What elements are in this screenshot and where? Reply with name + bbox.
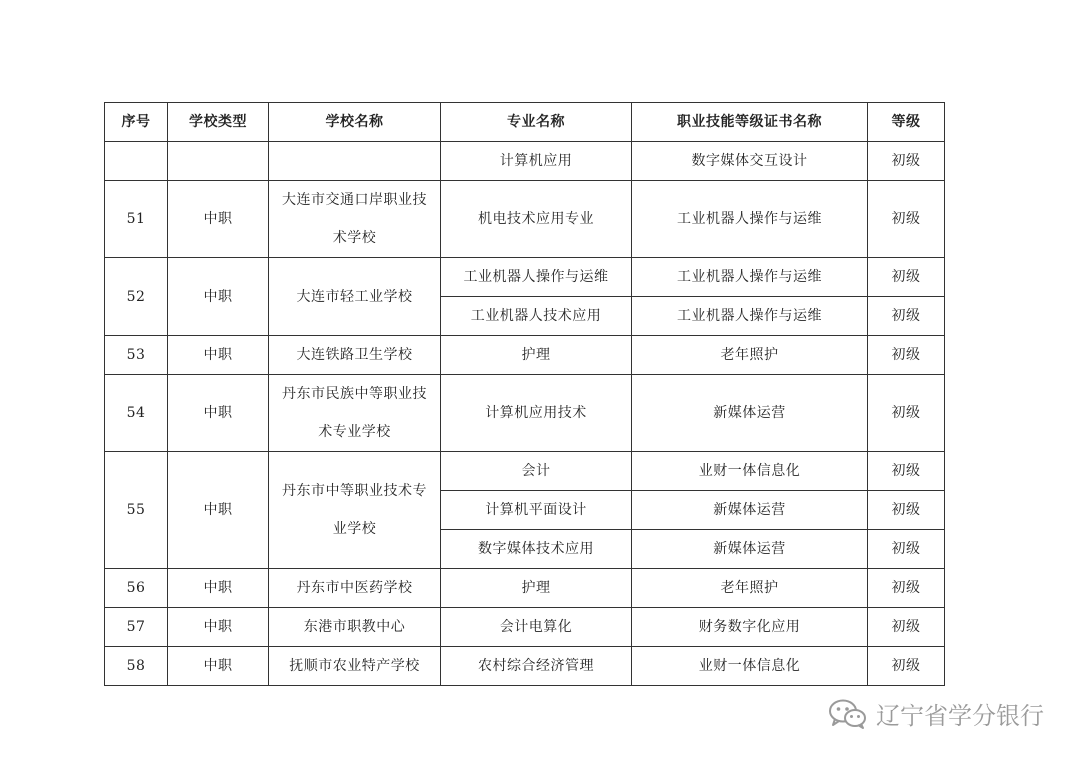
table-row	[105, 142, 945, 181]
row-major: 计算机应用	[441, 142, 632, 181]
row-certificate: 新媒体运营	[632, 491, 868, 530]
row-no: 51	[105, 181, 168, 258]
row-certificate: 财务数字化应用	[632, 608, 868, 647]
row-certificate: 老年照护	[632, 569, 868, 608]
row-school-name: 东港市职教中心	[269, 608, 441, 647]
row-major: 工业机器人技术应用	[441, 297, 632, 336]
row-school-name	[269, 375, 441, 452]
header-school-type: 学校类型	[168, 103, 269, 142]
row-school-name: 抚顺市农业特产学校	[269, 647, 441, 686]
school-name-line: 术专业学校	[318, 424, 391, 440]
row-level: 初级	[868, 608, 945, 647]
school-name-line: 丹东市民族中等职业技	[282, 386, 427, 402]
row-certificate: 数字媒体交互设计	[632, 142, 868, 181]
school-name-line: 丹东市中等职业技术专	[282, 483, 427, 499]
row-level: 初级	[868, 452, 945, 491]
row-level: 初级	[868, 297, 945, 336]
row-major: 护理	[441, 569, 632, 608]
row-major: 农村综合经济管理	[441, 647, 632, 686]
row-certificate: 工业机器人操作与运维	[632, 258, 868, 297]
row-level: 初级	[868, 181, 945, 258]
row-school-name: 大连铁路卫生学校	[269, 336, 441, 375]
row-major: 工业机器人操作与运维	[441, 258, 632, 297]
row-major: 计算机平面设计	[441, 491, 632, 530]
row-school-type: 中职	[168, 608, 269, 647]
header-major-name: 专业名称	[441, 103, 632, 142]
row-major: 计算机应用技术	[441, 375, 632, 452]
row-certificate: 新媒体运营	[632, 375, 868, 452]
header-no: 序号	[105, 103, 168, 142]
row-major: 护理	[441, 336, 632, 375]
header-certificate-name: 职业技能等级证书名称	[632, 103, 868, 142]
row-school-type: 中职	[168, 336, 269, 375]
row-certificate: 业财一体信息化	[632, 452, 868, 491]
school-name-line: 大连市交通口岸职业技	[282, 192, 427, 208]
row-level: 初级	[868, 491, 945, 530]
row-certificate: 老年照护	[632, 336, 868, 375]
table-row	[105, 375, 945, 452]
row-school-type	[168, 142, 269, 181]
row-no	[105, 142, 168, 181]
row-major: 数字媒体技术应用	[441, 530, 632, 569]
row-certificate: 新媒体运营	[632, 530, 868, 569]
school-name-line: 术学校	[332, 230, 377, 246]
row-level: 初级	[868, 569, 945, 608]
wechat-icon	[828, 698, 868, 730]
watermark	[828, 696, 1044, 731]
row-school-name: 丹东市中医药学校	[269, 569, 441, 608]
row-major: 会计	[441, 452, 632, 491]
certificate-table	[104, 102, 945, 686]
row-level: 初级	[868, 375, 945, 452]
row-no: 55	[105, 452, 168, 569]
row-school-name	[269, 181, 441, 258]
row-level: 初级	[868, 142, 945, 181]
table-row	[105, 569, 945, 608]
row-no: 56	[105, 569, 168, 608]
row-no: 57	[105, 608, 168, 647]
row-certificate: 业财一体信息化	[632, 647, 868, 686]
row-no: 52	[105, 258, 168, 336]
table-row	[105, 647, 945, 686]
watermark-text: 辽宁省学分银行	[876, 702, 1044, 730]
row-school-type: 中职	[168, 375, 269, 452]
table-row	[105, 608, 945, 647]
row-certificate: 工业机器人操作与运维	[632, 181, 868, 258]
row-school-name: 大连市轻工业学校	[269, 258, 441, 336]
row-school-type: 中职	[168, 452, 269, 569]
header-level: 等级	[868, 103, 945, 142]
row-level: 初级	[868, 647, 945, 686]
row-school-type: 中职	[168, 181, 269, 258]
table-row	[105, 258, 945, 297]
row-level: 初级	[868, 258, 945, 297]
row-no: 58	[105, 647, 168, 686]
row-certificate: 工业机器人操作与运维	[632, 297, 868, 336]
row-major: 会计电算化	[441, 608, 632, 647]
table-row	[105, 336, 945, 375]
row-school-type: 中职	[168, 647, 269, 686]
row-level: 初级	[868, 530, 945, 569]
row-no: 54	[105, 375, 168, 452]
row-school-name	[269, 452, 441, 569]
row-school-name	[269, 142, 441, 181]
table-row	[105, 452, 945, 491]
row-level: 初级	[868, 336, 945, 375]
school-name-line: 业学校	[332, 521, 377, 537]
table-row	[105, 181, 945, 258]
header-school-name: 学校名称	[269, 103, 441, 142]
row-major: 机电技术应用专业	[441, 181, 632, 258]
row-no: 53	[105, 336, 168, 375]
table-header-row	[105, 103, 945, 142]
row-school-type: 中职	[168, 258, 269, 336]
row-school-type: 中职	[168, 569, 269, 608]
